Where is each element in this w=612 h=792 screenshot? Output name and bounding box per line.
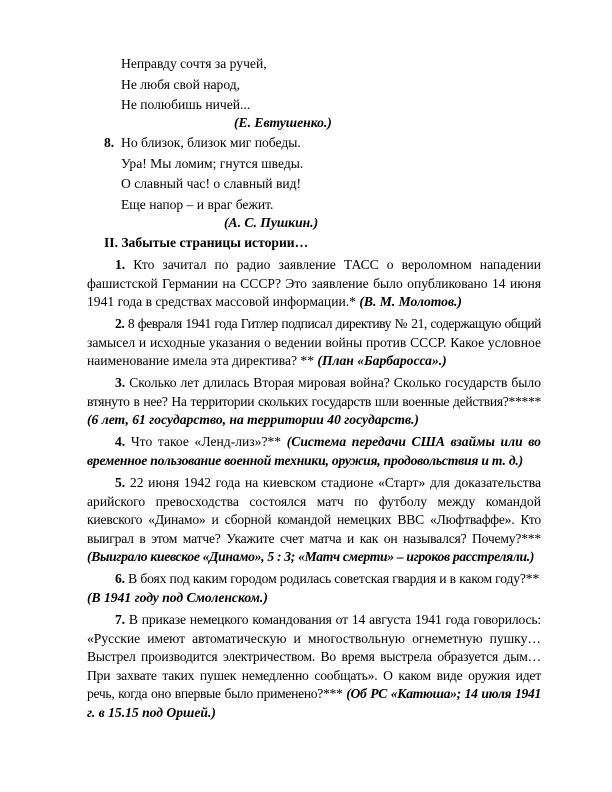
- poem1-author: (Е. Евтушенко.): [234, 115, 332, 130]
- q2-line-2: замысел и исходные указания о ведении войны против СССР. Какое условное: [87, 335, 541, 350]
- q7-text-1: В приказе немецкого командования от 14 августа 1941 года говорилось:: [128, 612, 542, 627]
- poem1-line-1: Неправду сочтя за ручей,: [121, 56, 267, 71]
- q4-text: Что такое «Ленд-лиз»?**: [130, 434, 282, 449]
- poem2-line-2: Ура! Мы ломим; гнутся шведы.: [121, 156, 304, 171]
- q5-line-3: киевского «Динамо» и сборной командой немецких ВВС «Люфтваффе». Кто: [87, 512, 541, 527]
- q1-answer: (В. М. Молотов.): [359, 294, 462, 309]
- q3-number: 3.: [115, 375, 126, 390]
- q4-answer-1: (Система передачи США взаймы или во: [286, 434, 541, 449]
- q2-line-1: [87, 315, 541, 333]
- q1-line-3: [87, 293, 541, 311]
- q1-number: 1.: [115, 257, 126, 272]
- q7-line-2: «Русские имеют автоматическую и многоствольную огнеметную пушку…: [87, 631, 541, 646]
- q2-number: 2.: [115, 316, 125, 331]
- q6-answer: (В 1941 году под Смоленском.): [87, 590, 268, 605]
- poem2-line-3: О славный час! о славный вид!: [121, 176, 302, 191]
- poem2-line-4: Еще напор – и враг бежит.: [121, 197, 274, 212]
- q7-number: 7.: [115, 612, 125, 627]
- q7-line-3: Выстрел производится электричеством. Во время выстрела образуется дым…: [87, 649, 541, 664]
- q7-line-4: При захвате таких пушек немедленно сообщать». О каком виде оружия идет: [87, 668, 541, 683]
- q4-number: 4.: [115, 434, 126, 449]
- q7-answer-2: г. в 15.15 под Оршей.): [87, 705, 216, 720]
- q3-line-1: [87, 374, 541, 392]
- q5-answer: (Выиграло киевское «Динамо», 5 : 3; «Матч смерти» – игроков расстреляли.): [87, 549, 535, 564]
- q2-text-1: 8 февраля 1941 года Гитлер подписал директиву № 21, содержащую общий: [127, 316, 541, 331]
- q7-text-5: речь, когда оно впервые было применено?***: [87, 686, 343, 701]
- q3-answer: (6 лет, 61 государство, на территории 40 государств.): [87, 412, 419, 427]
- q2-answer: (План «Барбаросса».): [317, 353, 447, 368]
- q5-line-2: арийского превосходства состоялся матч по футболу между командой: [87, 494, 541, 509]
- q6-number: 6.: [115, 571, 125, 586]
- q7-line-5: [87, 685, 541, 703]
- q6-line-1: [87, 570, 541, 588]
- section-heading: II. Забытые страницы истории…: [104, 235, 309, 250]
- q5-number: 5.: [115, 475, 126, 490]
- q6-text-1: В боях под каким городом родилась советская гвардия и в каком году?**: [128, 571, 540, 586]
- q3-line-2: втянуто в нее? На территории скольких государств шли военные действия?*****: [87, 394, 541, 409]
- poem2-number-text: 8.: [104, 135, 115, 150]
- q7-line-1: [87, 611, 541, 629]
- q2-line-3: [87, 352, 541, 370]
- q4-answer-2: временное пользование военной техники, оружия, продовольствия и т. д.): [87, 453, 523, 468]
- poem2-author: (А. С. Пушкин.): [224, 215, 319, 230]
- q5-text-1: 22 июня 1942 года на киевском стадионе «Старт» для доказательства: [129, 475, 541, 490]
- poem2-number: [104, 134, 114, 152]
- q1-text-1: Кто зачитал по радио заявление ТАСС о вероломном нападении: [133, 257, 542, 272]
- poem1-line-2: Не любя свой народ,: [121, 77, 241, 92]
- q5-line-4: выиграл в этом матче? Укажите счет матча и как он назывался? Почему?***: [87, 531, 541, 546]
- q7-answer-1: (Об РС «Катюша»; 14 июля 1941: [346, 686, 541, 701]
- q5-line-1: [87, 474, 541, 492]
- q1-line-1: [87, 256, 541, 274]
- q3-text-1: Сколько лет длилась Вторая мировая война? Сколько государств было: [129, 375, 542, 390]
- poem1-line-3: Не полюбишь ничей...: [121, 97, 251, 112]
- q1-line-2: фашистской Германии на СССР? Это заявление было опубликовано 14 июня: [87, 276, 541, 291]
- q1-text-3: 1941 года в средствах массовой информации.*: [87, 294, 356, 309]
- q2-text-3: наименование имела эта директива? **: [87, 353, 315, 368]
- q4-line-1: [87, 433, 541, 451]
- poem2-line-1: Но близок, близок миг победы.: [121, 135, 301, 150]
